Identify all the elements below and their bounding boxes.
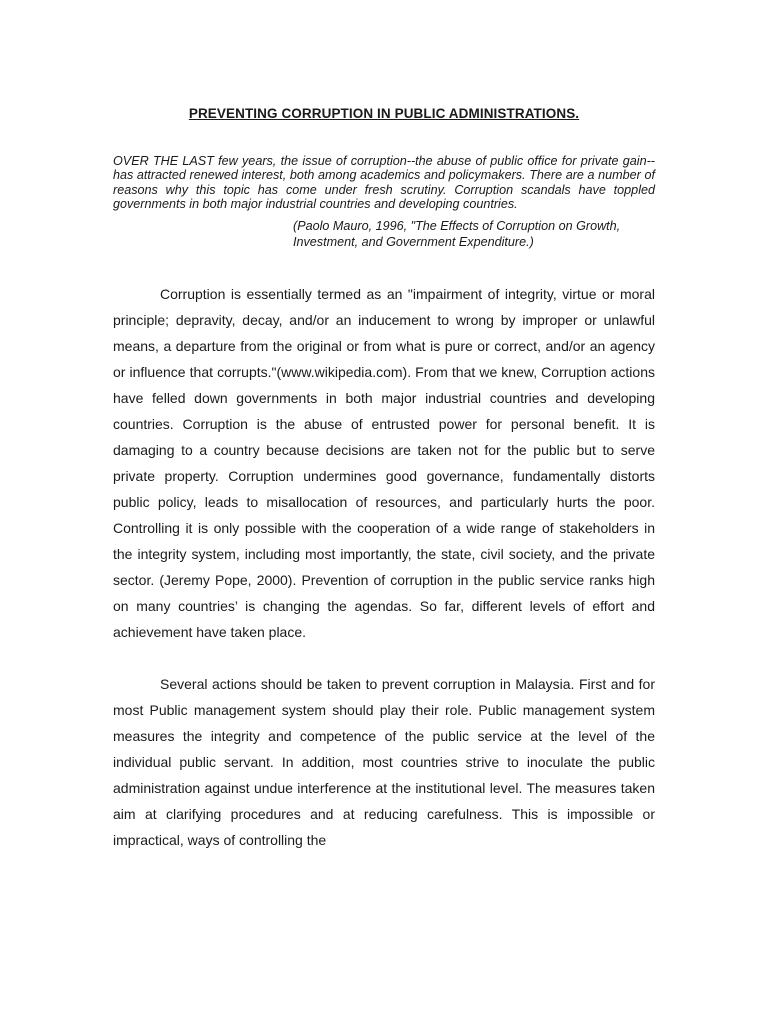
epigraph-quote: OVER THE LAST few years, the issue of corruption--the abuse of public office for private gain--has attracted renewed interest, both among academics and policymakers. There are a number of reasons why this topic has come under fresh scrutiny. Corruption scandals have toppled governments in both major industrial countries and developing countries. xyxy=(113,154,655,212)
document-title: PREVENTING CORRUPTION IN PUBLIC ADMINISTRATIONS. xyxy=(188,106,580,121)
document-body xyxy=(113,104,655,853)
body-paragraph-1: Corruption is essentially termed as an "impairment of integrity, virtue or moral principle; depravity, decay, and/or an inducement to wrong by improper or unlawful means, a departure from the original or from what is pure or correct, and/or an agency or influence that corrupts."(www.wikipedia.com). From that we knew, Corruption actions have felled down governments in both major industrial countries and developing countries. Corruption is the abuse of entrusted power for personal benefit. It is damaging to a country because decisions are taken not for the public but to serve private property. Corruption undermines good governance, fundamentally distorts public policy, leads to misallocation of resources, and particularly hurts the poor. Controlling it is only possible with the cooperation of a wide range of stakeholders in the integrity system, including most importantly, the state, civil society, and the private sector. (Jeremy Pope, 2000). Prevention of corruption in the public service ranks high on many countries’ is changing the agendas. So far, different levels of effort and achievement have taken place. xyxy=(113,285,655,640)
epigraph-citation: (Paolo Mauro, 1996, "The Effects of Corruption on Growth, Investment, and Government Expenditure.) xyxy=(293,218,621,249)
body-paragraph-2: Several actions should be taken to prevent corruption in Malaysia. First and for most Public management system should play their role. Public management system measures the integrity and competence of the public service at the level of the individual public servant. In addition, most countries strive to inoculate the public administration against undue interference at the institutional level. The measures taken aim at clarifying procedures and at reducing carefulness. This is impossible or impractical, ways of controlling the xyxy=(113,675,655,848)
